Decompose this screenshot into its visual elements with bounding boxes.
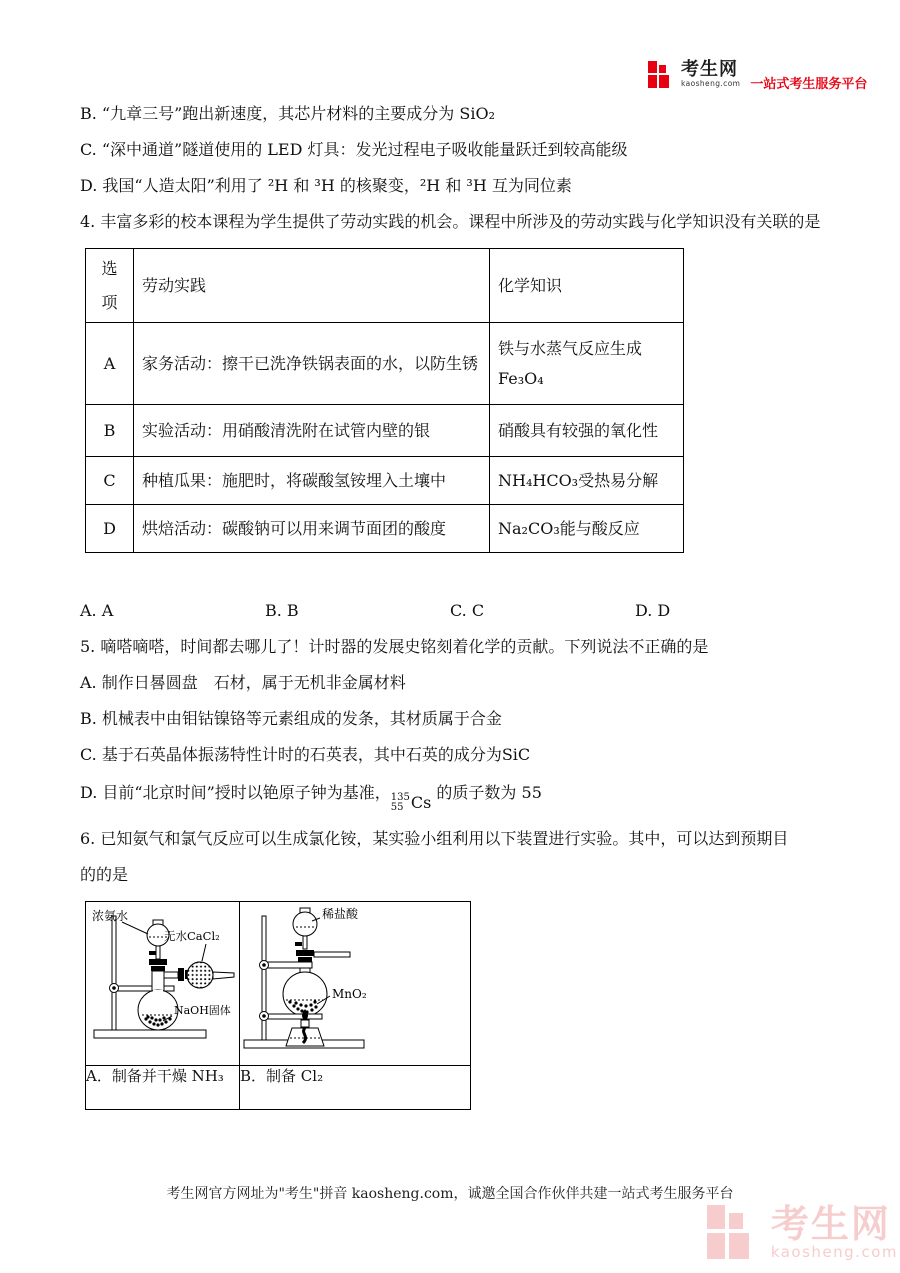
q6-caption-a: A．制备并干燥 NH₃ (86, 1066, 240, 1110)
brand-domain: kaosheng.com (681, 79, 741, 88)
isotope-numbers (391, 793, 410, 813)
q4-table-row-b (86, 405, 684, 457)
q4-row-b-knowledge: 硝酸具有较强的氧化性 (490, 405, 684, 457)
q4-row-c-option: C (86, 457, 134, 505)
isotope-symbol: Cs (410, 793, 432, 812)
q4-row-c-knowledge: NH₄HCO₃受热易分解 (490, 457, 684, 505)
q4-header-option-label: 选项 (101, 258, 118, 312)
label-anhydrous-cacl2: 无水CaCl₂ (164, 929, 220, 943)
logo-text-block (681, 60, 740, 88)
q5-option-a: A. 制作日晷圆盘 石材，属于无机非金属材料 (80, 673, 406, 692)
apparatus-b-diagram (240, 902, 462, 1052)
q4-header-knowledge: 化学知识 (490, 249, 684, 323)
q4-answer-c: C. C (450, 601, 485, 620)
q4-stem: 4. 丰富多彩的校本课程为学生提供了劳动实践的机会。课程中所涉及的劳动实践与化学知识没有关联的是 (80, 212, 821, 231)
q4-row-d-practice: 烘焙活动：碳酸钠可以用来调节面团的酸度 (134, 505, 490, 553)
q4-table-header-row (86, 249, 684, 323)
q4-table (85, 248, 684, 553)
q6-caption-b: B．制备 Cl₂ (240, 1066, 471, 1110)
q3-option-b: B. “九章三号”跑出新速度，其芯片材料的主要成分为 SiO₂ (80, 104, 495, 123)
q4-row-b-option: B (86, 405, 134, 457)
q4-row-a-practice: 家务活动：擦干已洗净铁锅表面的水，以防生锈 (134, 323, 490, 405)
q4-answer-b: B. B (265, 601, 299, 620)
q5-stem: 5. 嘀嗒嘀嗒，时间都去哪儿了！计时器的发展史铭刻着化学的贡献。下列说法不正确的是 (80, 637, 709, 656)
footer-text: 考生网官方网址为"考生"拼音 kaosheng.com，诚邀全国合作伙伴共建一站式考生服务平台 (166, 1186, 734, 1202)
apparatus-a-diagram (86, 902, 238, 1052)
q4-row-d-knowledge: Na₂CO₃能与酸反应 (490, 505, 684, 553)
q6-stem: 6. 已知氨气和氯气反应可以生成氯化铵，某实验小组利用以下装置进行实验。其中，可以达到预期目的的是 (80, 829, 789, 884)
q4-table-row-a (86, 323, 684, 405)
q3-option-d: D. 我国“人造太阳”利用了 ²H 和 ³H 的核聚变，²H 和 ³H 互为同位素 (80, 176, 572, 195)
q6-figure-captions-row (86, 1066, 471, 1110)
q4-row-a-knowledge: 铁与水蒸气反应生成Fe₃O₄ (490, 323, 684, 405)
q6-figure-table (85, 901, 471, 1110)
brand-name: 考生网 (681, 59, 738, 80)
page-watermark (707, 1202, 898, 1264)
label-naoh-solid: NaOH固体 (174, 1004, 231, 1017)
q6-figure-diagrams-row (86, 902, 471, 1066)
q4-answer-d: D. D (635, 601, 671, 620)
label-mno2: MnO₂ (332, 987, 367, 1001)
q4-table-row-c (86, 457, 684, 505)
q4-answer-a: A. A (80, 601, 114, 620)
watermark-logo-icon (707, 1202, 763, 1264)
isotope-mass: 135 (390, 792, 410, 803)
isotope-atomic-number: 55 (390, 802, 404, 813)
q4-row-c-practice: 种植瓜果：施肥时，将碳酸氢铵埋入土壤中 (134, 457, 490, 505)
watermark-text-block (770, 1202, 898, 1261)
q4-header-option (86, 249, 134, 323)
q5-option-d-prefix: D. 目前“北京时间”授时以铯原子钟为基准， (80, 783, 391, 802)
q6-figure-cell-a (86, 902, 240, 1066)
q4-answer-choices (80, 593, 822, 629)
exam-content (80, 96, 822, 1110)
q6-figure-cell-b (240, 902, 471, 1066)
q4-row-b-practice: 实验活动：用硝酸清洗附在试管内壁的银 (134, 405, 490, 457)
q4-row-a-option: A (86, 323, 134, 405)
q5-option-c: C. 基于石英晶体振荡特性计时的石英表，其中石英的成分为SiC (80, 745, 531, 764)
label-concentrated-ammonia: 浓氨水 (92, 909, 129, 923)
brand-tagline: 一站式考生服务平台 (750, 77, 868, 92)
q5-option-d-suffix: 的质子数为 55 (431, 783, 542, 802)
isotope-notation (391, 783, 432, 823)
site-logo (648, 60, 867, 92)
q4-row-d-option: D (86, 505, 134, 553)
watermark-brand-domain: kaosheng.com (770, 1243, 898, 1261)
q5-option-b: B. 机械表中由钼钴镍铬等元素组成的发条，其材质属于合金 (80, 709, 502, 728)
q4-table-row-d (86, 505, 684, 553)
q5-option-d (80, 773, 822, 821)
label-dilute-hcl: 稀盐酸 (322, 907, 359, 921)
q3-option-c: C. “深中通道”隧道使用的 LED 灯具：发光过程电子吸收能量跃迁到较高能级 (80, 140, 628, 159)
watermark-brand-name: 考生网 (770, 1202, 891, 1246)
kaosheng-logo-icon (648, 60, 676, 90)
q4-header-practice: 劳动实践 (134, 249, 490, 323)
